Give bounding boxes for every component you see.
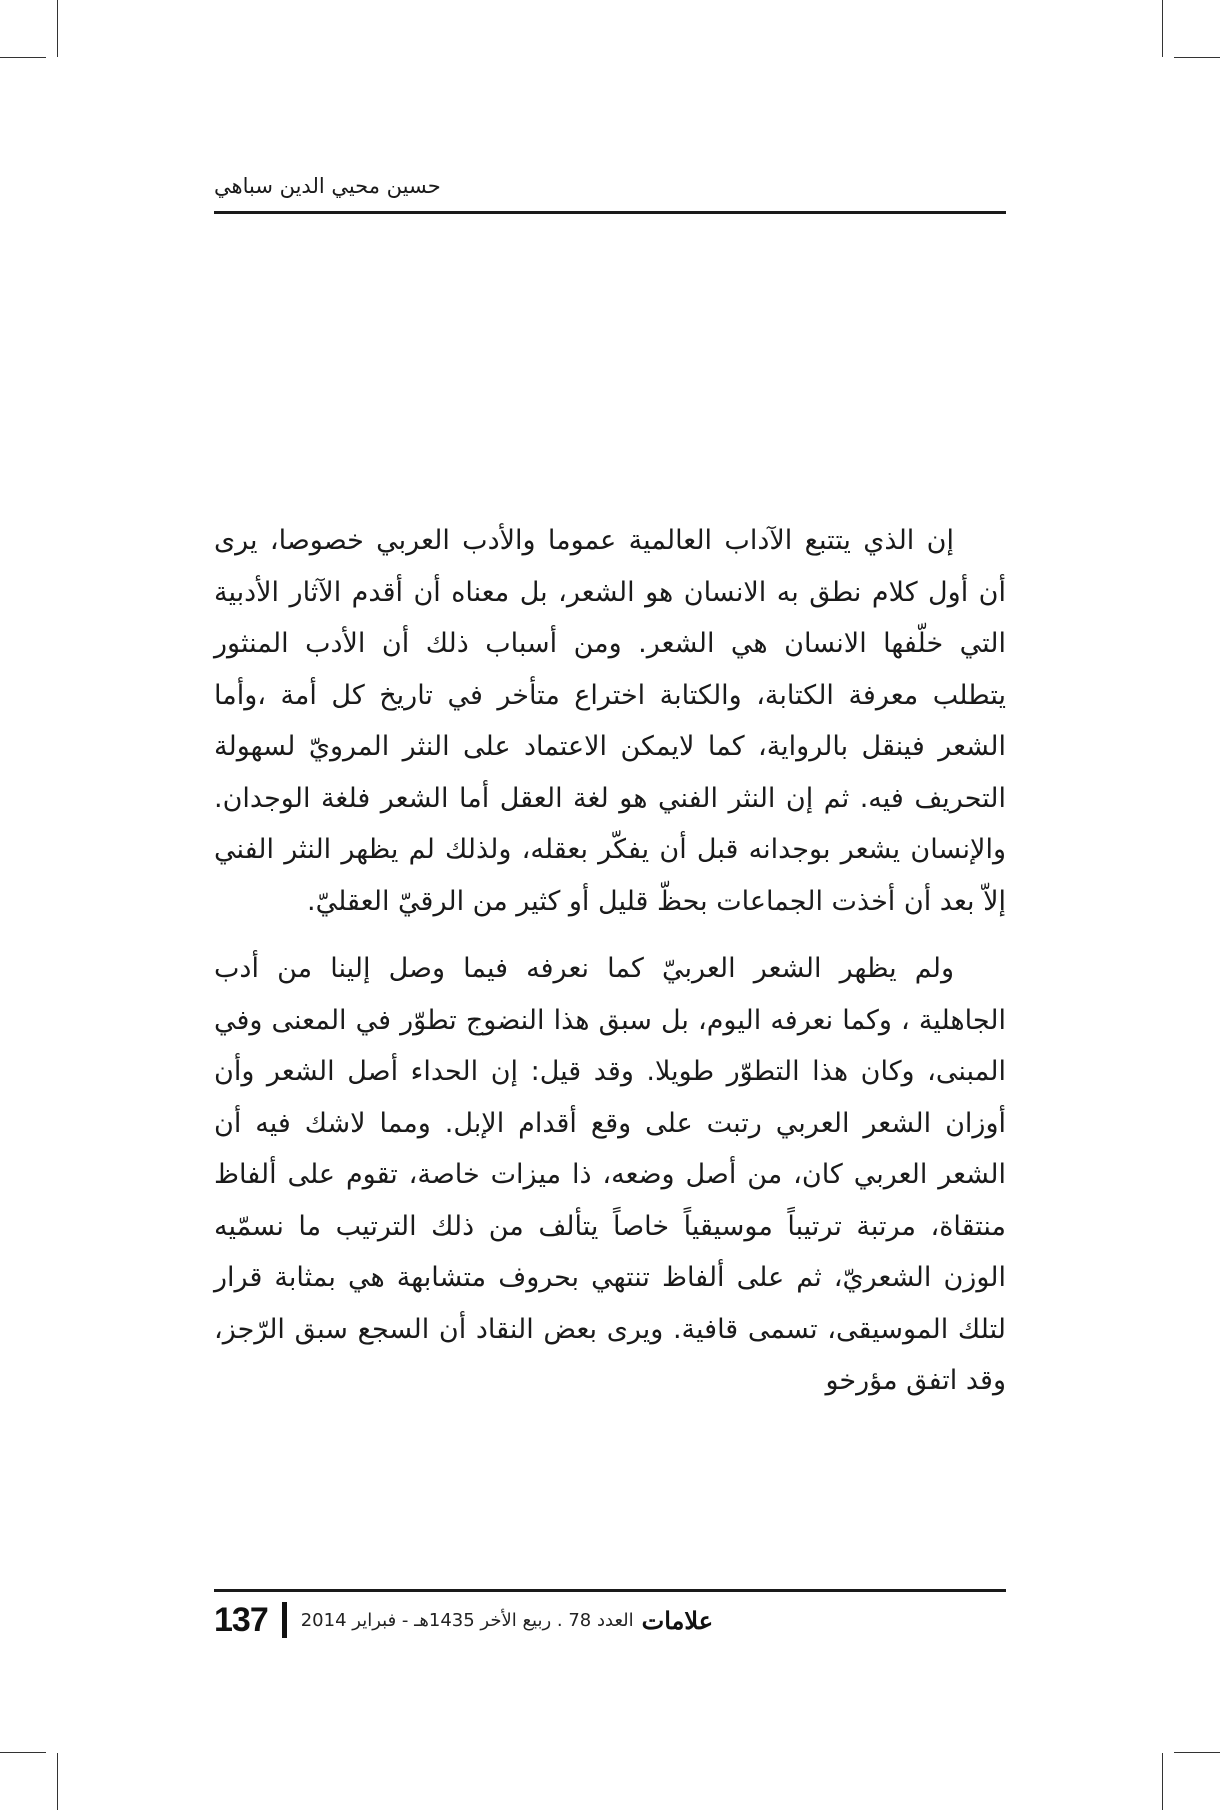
crop-mark-bottom-right-horizontal [1174, 1752, 1220, 1753]
paragraph-2: ولم يظهر الشعر العربيّ كما نعرفه فيما وصل إلينا من أدب الجاهلية ، وكما نعرفه اليوم، بل سبق هذا النضوج تطوّر في المعنى وفي المبنى، وكان هذا التطوّر طويلا. وقد قيل: إن الحداء أصل الشعر وأن أوزان الشعر العربي رتبت على وقع أقدام الإبل. ومما لاشك فيه أن الشعر العربي كان، من أصل وضعه، ذا ميزات خاصة، تقوم على ألفاظ منتقاة، مرتبة ترتيباً موسيقياً خاصاً يتألف من ذلك الترتيب ما نسمّيه الوزن الشعريّ، ثم على ألفاظ تنتهي بحروف متشابهة هي بمثابة قرار لتلك الموسيقى، تسمى قافية. ويرى بعض النقاد أن السجع سبق الرّجز، وقد اتفق مؤرخو [214, 953, 1006, 1396]
crop-mark-top-left-horizontal [0, 57, 46, 58]
crop-mark-bottom-right-vertical [1162, 1753, 1163, 1810]
crop-mark-top-left-vertical [57, 0, 58, 57]
journal-logo: علامات [641, 1605, 714, 1635]
crop-mark-bottom-left-vertical [57, 1753, 58, 1810]
issue-info: العدد 78 . ربيع الأخر 1435هـ - فبراير 2014 [300, 1609, 634, 1631]
paragraph-1: إن الذي يتتبع الآداب العالمية عموما والأدب العربي خصوصا، يرى أن أول كلام نطق به الانسان هو الشعر، بل معناه أن أقدم الآثار الأدبية التي خلّفها الانسان هي الشعر. ومن أسباب ذلك أن الأدب المنثور يتطلب معرفة الكتابة، والكتابة اختراع متأخر في تاريخ كل أمة ،وأما الشعر فينقل بالرواية، كما لايمكن الاعتماد على النثر المرويّ لسهولة التحريف فيه. ثم إن النثر الفني هو لغة العقل أما الشعر فلغة الوجدان. والإنسان يشعر بوجدانه قبل أن يفكّر بعقله، ولذلك لم يظهر النثر الفني إلاّ بعد أن أخذت الجماعات بحظّ قليل أو كثير من الرقيّ العقليّ. [214, 525, 1006, 917]
crop-mark-top-right-horizontal [1174, 57, 1220, 58]
page-footer [214, 1598, 1006, 1642]
footer-separator [282, 1602, 287, 1638]
page-number: 137 [214, 1600, 268, 1639]
crop-mark-top-right-vertical [1162, 0, 1163, 57]
crop-mark-bottom-left-horizontal [0, 1752, 46, 1753]
footer-rule [214, 1589, 1006, 1592]
article-body [214, 515, 1006, 1407]
header-rule [214, 211, 1006, 214]
running-header-author: حسين محيي الدين سباهي [214, 174, 441, 198]
